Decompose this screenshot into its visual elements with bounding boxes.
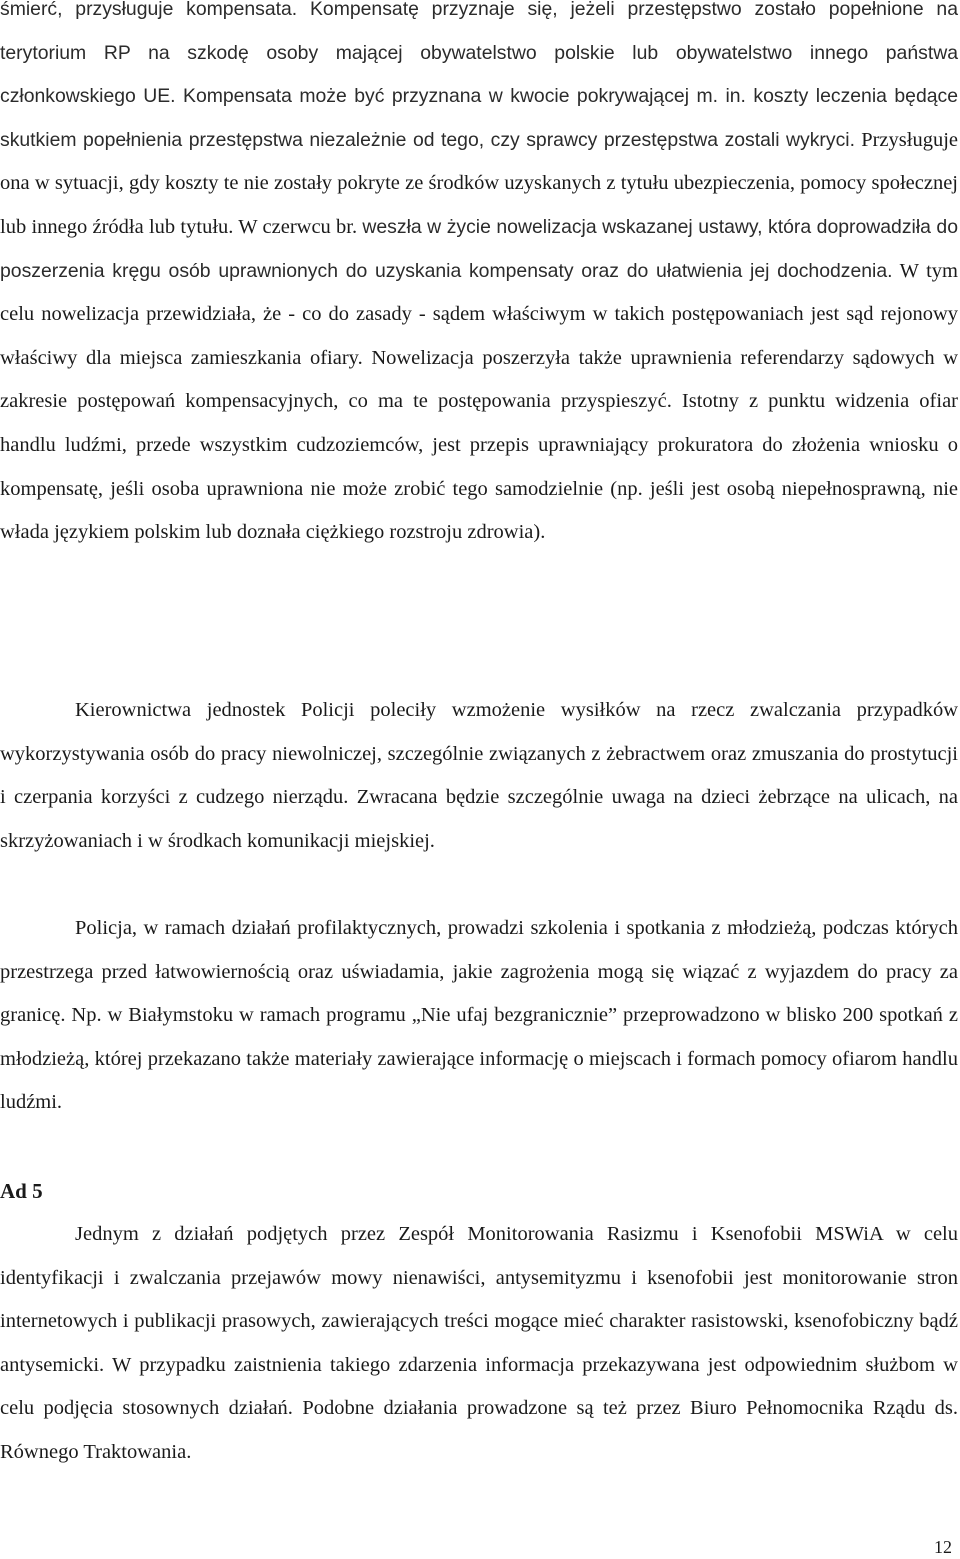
section-heading: Ad 5 bbox=[0, 1179, 43, 1203]
text-run-serif: Przysługuje ona w sytuacji, gdy koszty te nie zostały pokryte ze środków uzyskanych z tytułu ubezpieczenia, pomocy społecznej lub innego źródła lub tytułu. W czerwcu br. bbox=[0, 128, 958, 238]
paragraph-compensation bbox=[0, 0, 958, 555]
text-run-sans: śmierć, przysługuje kompensata. Kompensatę przyznaje się, jeżeli przestępstwo zostało popełnione na terytorium RP na szkodę osoby mającej obywatelstwo polskie lub obywatelstwo innego państwa członkowskiego UE. Kompensata może być przyznana w kwocie pokrywającej m. in. koszty leczenia będące skutkiem popełnienia przestępstwa niezależnie od tego, czy sprawcy przestępstwa zostali wykryci. bbox=[0, 0, 958, 151]
text-run-serif: W tym celu nowelizacja przewidziała, że - co do zasady - sądem właściwym w takich postępowaniach jest sąd rejonowy właściwy dla miejsca zamieszkania ofiary. Nowelizacja poszerzyła także uprawnienia referendarzy sądowych w zakresie postępowań kompensacyjnych, co ma te postępowania przyspieszyć. Istotny z punktu widzenia ofiar handlu ludźmi, przede wszystkim cudzoziemców, jest przepis uprawniający prokuratora do złożenia wniosku o kompensatę, jeśli osoba uprawniona nie może zrobić tego samodzielnie (np. jeśli jest osobą niepełnosprawną, nie włada językiem polskim lub doznała ciężkiego rozstroju zdrowia). bbox=[0, 259, 958, 544]
text-run-sans: weszła w życie nowelizacja wskazanej ustawy, która doprowadziła do poszerzenia kręgu osób uprawnionych do uzyskania kompensaty oraz do ułatwienia jej dochodzenia. bbox=[0, 215, 959, 282]
page-number: 12 bbox=[934, 1537, 952, 1557]
paragraph-racism-monitoring: Jednym z działań podjętych przez Zespół Monitorowania Rasizmu i Ksenofobii MSWiA w celu identyfikacji i zwalczania przejawów mowy nienawiści, antysemityzmu i ksenofobii jest monitorowanie stron internetowych i publikacji prasowych, zawierających treści mogące mieć charakter rasistowski, ksenofobiczny bądź antysemicki. W przypadku zaistnienia takiego zdarzenia informacja przekazywana jest odpowiednim służbom w celu podjęcia stosownych działań. Podobne działania prowadzone są też przez Biuro Pełnomocnika Rządu ds. Równego Traktowania. bbox=[0, 1223, 958, 1463]
paragraph-police-prevention: Policja, w ramach działań profilaktycznych, prowadzi szkolenia i spotkania z młodzieżą, podczas których przestrzega przed łatwowiernością oraz uświadamia, jakie zagrożenia mogą się wiązać z wyjazdem do pracy za granicę. Np. w Białymstoku w ramach programu „Nie ufaj bezgranicznie” przeprowadzono w blisko 200 spotkań z młodzieżą, której przekazano także materiały zawierające informację o miejscach i formach pomocy ofiarom handlu ludźmi. bbox=[0, 917, 958, 1114]
paragraph-police-leadership: Kierownictwa jednostek Policji poleciły wzmożenie wysiłków na rzecz zwalczania przypadków wykorzystywania osób do pracy niewolniczej, szczególnie związanych z żebractwem oraz zmuszania do prostytucji i czerpania korzyści z cudzego nierządu. Zwracana będzie szczególnie uwaga na dzieci żebrzące na ulicach, na skrzyżowaniach i w środkach komunikacji miejskiej. bbox=[0, 699, 958, 852]
